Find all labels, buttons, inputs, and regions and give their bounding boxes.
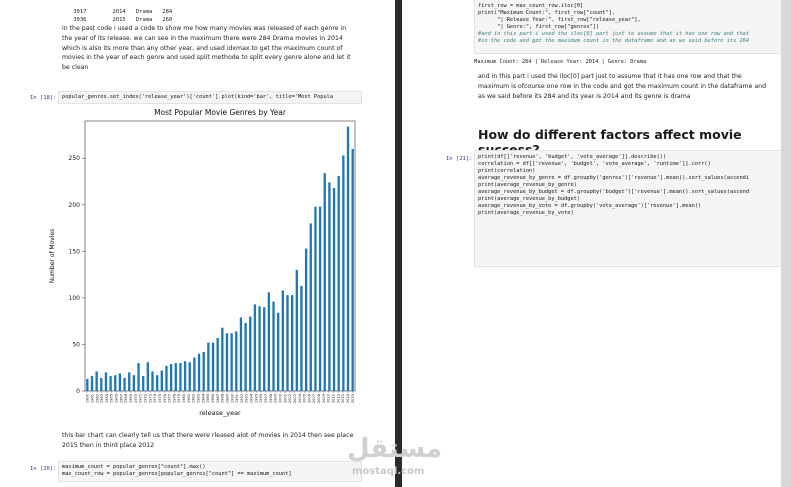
watermark-logo-arabic: مستقل bbox=[347, 434, 443, 464]
x-tick-label: 2006 bbox=[307, 394, 312, 404]
row-index: 3036 bbox=[73, 17, 87, 23]
x-tick-label: 1977 bbox=[167, 394, 172, 404]
bar bbox=[137, 363, 139, 391]
code-cell[interactable] bbox=[58, 461, 362, 482]
x-tick-label: 2002 bbox=[288, 394, 293, 404]
bar bbox=[189, 362, 191, 391]
x-tick-label: 2012 bbox=[336, 394, 341, 404]
x-tick-label: 2015 bbox=[350, 394, 355, 404]
markdown-paragraph: and in this part i used the iloc[0] part just to assume that it has one row and that the maximum is ofcourse one row in the code and got the maximum count in the dataframe and as we said before its 284 and its year is 2014 and its genre is drama bbox=[478, 73, 767, 100]
x-tick-label: 1996 bbox=[259, 394, 264, 404]
bar bbox=[314, 207, 316, 391]
code-line: "| Release Year:", first_row["release_year"], bbox=[478, 17, 641, 23]
x-tick-label: 1966 bbox=[114, 394, 119, 404]
x-tick-label: 1985 bbox=[206, 394, 211, 404]
code-line: print(average_revenue_by_budget) bbox=[478, 196, 581, 202]
code-cell[interactable] bbox=[474, 150, 784, 267]
bar bbox=[240, 317, 242, 391]
bar bbox=[291, 295, 293, 391]
bar bbox=[328, 182, 330, 391]
x-tick-label: 2008 bbox=[317, 394, 322, 404]
bar bbox=[175, 363, 177, 391]
x-tick-label: 2004 bbox=[297, 394, 302, 404]
left-notebook-pane bbox=[0, 0, 395, 487]
x-tick-label: 1974 bbox=[153, 394, 158, 404]
bar bbox=[91, 376, 93, 391]
y-tick-label: 50 bbox=[72, 341, 80, 349]
x-tick-label: 1980 bbox=[182, 394, 187, 404]
right-scroll-gutter bbox=[781, 0, 791, 487]
bar bbox=[128, 372, 130, 391]
bar bbox=[114, 375, 116, 391]
bar bbox=[286, 295, 288, 391]
bar bbox=[109, 376, 111, 391]
row-index: 3017 bbox=[73, 9, 87, 15]
x-tick-label: 1998 bbox=[268, 394, 273, 404]
bar bbox=[333, 188, 335, 391]
x-tick-label: 1967 bbox=[119, 394, 124, 404]
x-tick-label: 1999 bbox=[273, 394, 278, 404]
bar bbox=[249, 317, 251, 391]
x-tick-label: 1963 bbox=[100, 394, 105, 404]
bar bbox=[198, 354, 200, 391]
bar bbox=[142, 376, 144, 391]
code-line: first_row = max_count_row.iloc[0] bbox=[478, 3, 584, 9]
bar bbox=[179, 363, 181, 391]
x-tick-label: 1981 bbox=[186, 394, 191, 404]
cell-output: Maximum Count: 284 | Release Year: 2014 | Genre: Drama bbox=[474, 59, 647, 65]
bar bbox=[342, 155, 344, 391]
x-tick-label: 1969 bbox=[129, 394, 134, 404]
x-tick-label: 1983 bbox=[196, 394, 201, 404]
bar bbox=[170, 364, 172, 391]
y-tick-label: 0 bbox=[76, 388, 80, 395]
code-cell[interactable] bbox=[474, 0, 784, 54]
bar bbox=[272, 302, 274, 391]
x-tick-label: 1972 bbox=[143, 394, 148, 404]
bar bbox=[268, 292, 270, 391]
bar bbox=[203, 352, 205, 391]
code-line: print("Maximum Count:", first_row["count"], bbox=[478, 10, 616, 16]
cell-prompt: In [18]: bbox=[30, 95, 57, 101]
code-line: correlation = df[['revenue', 'budget', 'vote_average', 'runtime']].corr() bbox=[478, 161, 711, 167]
bar bbox=[319, 207, 321, 391]
code-comment: #in the code and got the maximum count in the dataframe and as we said before its 284 bbox=[478, 38, 750, 44]
bar bbox=[123, 378, 125, 391]
x-tick-label: 2007 bbox=[312, 394, 317, 404]
bar bbox=[119, 373, 121, 391]
bar bbox=[338, 176, 340, 391]
code-line: "| Genre:", first_row["genres"]) bbox=[478, 24, 600, 30]
x-tick-label: 1991 bbox=[235, 394, 240, 404]
x-tick-label: 1964 bbox=[104, 394, 109, 404]
x-tick-label: 1992 bbox=[239, 394, 244, 404]
row-genre: Drama bbox=[135, 17, 153, 23]
bar bbox=[226, 333, 228, 391]
bar bbox=[263, 307, 265, 391]
row-year: 2015 bbox=[112, 17, 126, 23]
row-genre: Drama bbox=[135, 9, 153, 15]
x-tick-label: 1971 bbox=[138, 394, 143, 404]
x-tick-label: 1989 bbox=[225, 394, 230, 404]
x-tick-label: 1994 bbox=[249, 394, 254, 404]
code-line: print(df[['revenue', 'budget', 'vote_average']].describe()) bbox=[478, 154, 667, 160]
x-tick-label: 2001 bbox=[283, 394, 288, 404]
x-tick-label: 1978 bbox=[172, 394, 177, 404]
y-axis-label: Number of Movies bbox=[49, 228, 56, 284]
row-count: 284 bbox=[162, 9, 173, 15]
bar bbox=[105, 372, 107, 391]
y-tick-label: 200 bbox=[68, 201, 80, 209]
bar bbox=[151, 371, 153, 391]
x-tick-label: 1979 bbox=[177, 394, 182, 404]
window-divider bbox=[395, 0, 402, 487]
x-tick-label: 2013 bbox=[341, 394, 346, 404]
bar bbox=[305, 249, 307, 391]
x-tick-label: 1995 bbox=[254, 394, 259, 404]
x-tick-label: 2003 bbox=[292, 394, 297, 404]
x-tick-label: 1976 bbox=[162, 394, 167, 404]
bar bbox=[235, 331, 237, 391]
x-tick-label: 1962 bbox=[95, 394, 100, 404]
x-tick-label: 1960 bbox=[85, 394, 90, 404]
bar bbox=[100, 378, 102, 391]
x-tick-label: 1975 bbox=[157, 394, 162, 404]
bar bbox=[217, 338, 219, 391]
y-tick-label: 150 bbox=[68, 248, 80, 256]
bar bbox=[95, 371, 97, 391]
bar bbox=[193, 357, 195, 391]
bar bbox=[207, 343, 209, 391]
code-line: popular_genres.set_index('release_year')['count'].plot(kind='bar', title='Most Popula bbox=[62, 94, 334, 100]
bar bbox=[133, 375, 135, 391]
bar bbox=[156, 375, 158, 391]
y-tick-label: 100 bbox=[68, 294, 80, 302]
bar bbox=[221, 328, 223, 391]
x-tick-label: 1973 bbox=[148, 394, 153, 404]
bar-chart bbox=[40, 103, 370, 433]
row-count: 260 bbox=[162, 17, 173, 23]
x-tick-label: 2010 bbox=[326, 394, 331, 404]
x-tick-label: 1993 bbox=[244, 394, 249, 404]
bar bbox=[165, 366, 167, 391]
x-tick-label: 1965 bbox=[109, 394, 114, 404]
bar bbox=[310, 223, 312, 391]
bar bbox=[300, 286, 302, 391]
bar bbox=[244, 323, 246, 391]
code-line: print(average_revenue_by_vote) bbox=[478, 210, 574, 216]
x-tick-label: 2000 bbox=[278, 394, 283, 404]
code-line: maximum_count = popular_genres["count"].max() bbox=[62, 464, 206, 470]
x-tick-label: 1987 bbox=[215, 394, 220, 404]
x-tick-label: 2014 bbox=[345, 394, 350, 404]
row-year: 2014 bbox=[112, 9, 126, 15]
x-tick-label: 1997 bbox=[264, 394, 269, 404]
x-tick-label: 2011 bbox=[331, 394, 336, 404]
cell-prompt: In [20]: bbox=[30, 466, 57, 472]
bar bbox=[212, 343, 214, 391]
x-tick-label: 1990 bbox=[230, 394, 235, 404]
code-comment: #and in this part i used the iloc[0] part just to assume that it has one row and that bbox=[478, 31, 750, 37]
bar bbox=[282, 290, 284, 391]
x-tick-label: 2009 bbox=[321, 394, 326, 404]
markdown-paragraph: in the past code i used a code to show me how many movies was released of each genre in the year of its release. we can see in the maximum there were 284 Drama movies in 2014 which is also its more than any other year, and used idxmax to get the maximum count of movies in the year of each genre and used split methode to split every genre alone and let it be clean bbox=[62, 25, 351, 72]
bar bbox=[347, 127, 349, 391]
x-tick-label: 1984 bbox=[201, 394, 206, 404]
code-line: average_revenue_by_genre = df.groupby('genres')['revenue'].mean().sort_values(ascendi bbox=[478, 175, 750, 181]
bar bbox=[147, 362, 149, 391]
bar bbox=[254, 304, 256, 391]
bar bbox=[296, 270, 298, 391]
cell-prompt: In [21]: bbox=[446, 156, 473, 162]
x-tick-label: 1961 bbox=[90, 394, 95, 404]
x-tick-label: 1970 bbox=[133, 394, 138, 404]
watermark-logo-latin: mostaql.com bbox=[352, 466, 425, 477]
bar bbox=[258, 306, 260, 391]
x-tick-label: 1986 bbox=[210, 394, 215, 404]
x-axis-label: release_year bbox=[199, 409, 241, 417]
bar bbox=[161, 371, 163, 391]
code-line: print(correlation) bbox=[478, 168, 536, 174]
bar bbox=[86, 379, 88, 391]
bar bbox=[184, 361, 186, 391]
code-line: max_count_row = popular_genres[popular_genres["count"] == maximum_count] bbox=[62, 471, 292, 477]
section-heading: How do different factors affect movie bbox=[478, 127, 742, 142]
code-line: average_revenue_by_budget = df.groupby('budget')['revenue'].mean().sort_values(ascend bbox=[478, 189, 750, 195]
bar bbox=[277, 313, 279, 391]
bar bbox=[324, 173, 326, 391]
code-line: average_revenue_by_vote = df.groupby('vote_average')['revenue'].mean() bbox=[478, 203, 702, 209]
x-tick-label: 1968 bbox=[124, 394, 129, 404]
bar bbox=[230, 333, 232, 391]
x-tick-label: 2005 bbox=[302, 394, 307, 404]
y-tick-label: 250 bbox=[68, 155, 80, 163]
bar bbox=[352, 149, 354, 391]
x-tick-label: 1988 bbox=[220, 394, 225, 404]
chart-title: Most Popular Movie Genres by Year bbox=[154, 108, 286, 117]
markdown-paragraph: this bar chart can clearly tell us that there were rleased alot of movies in 2014 then see place 2015 then in third place 2012 bbox=[62, 432, 354, 449]
code-line: print(average_revenue_by_genre) bbox=[478, 182, 577, 188]
x-tick-label: 1982 bbox=[191, 394, 196, 404]
